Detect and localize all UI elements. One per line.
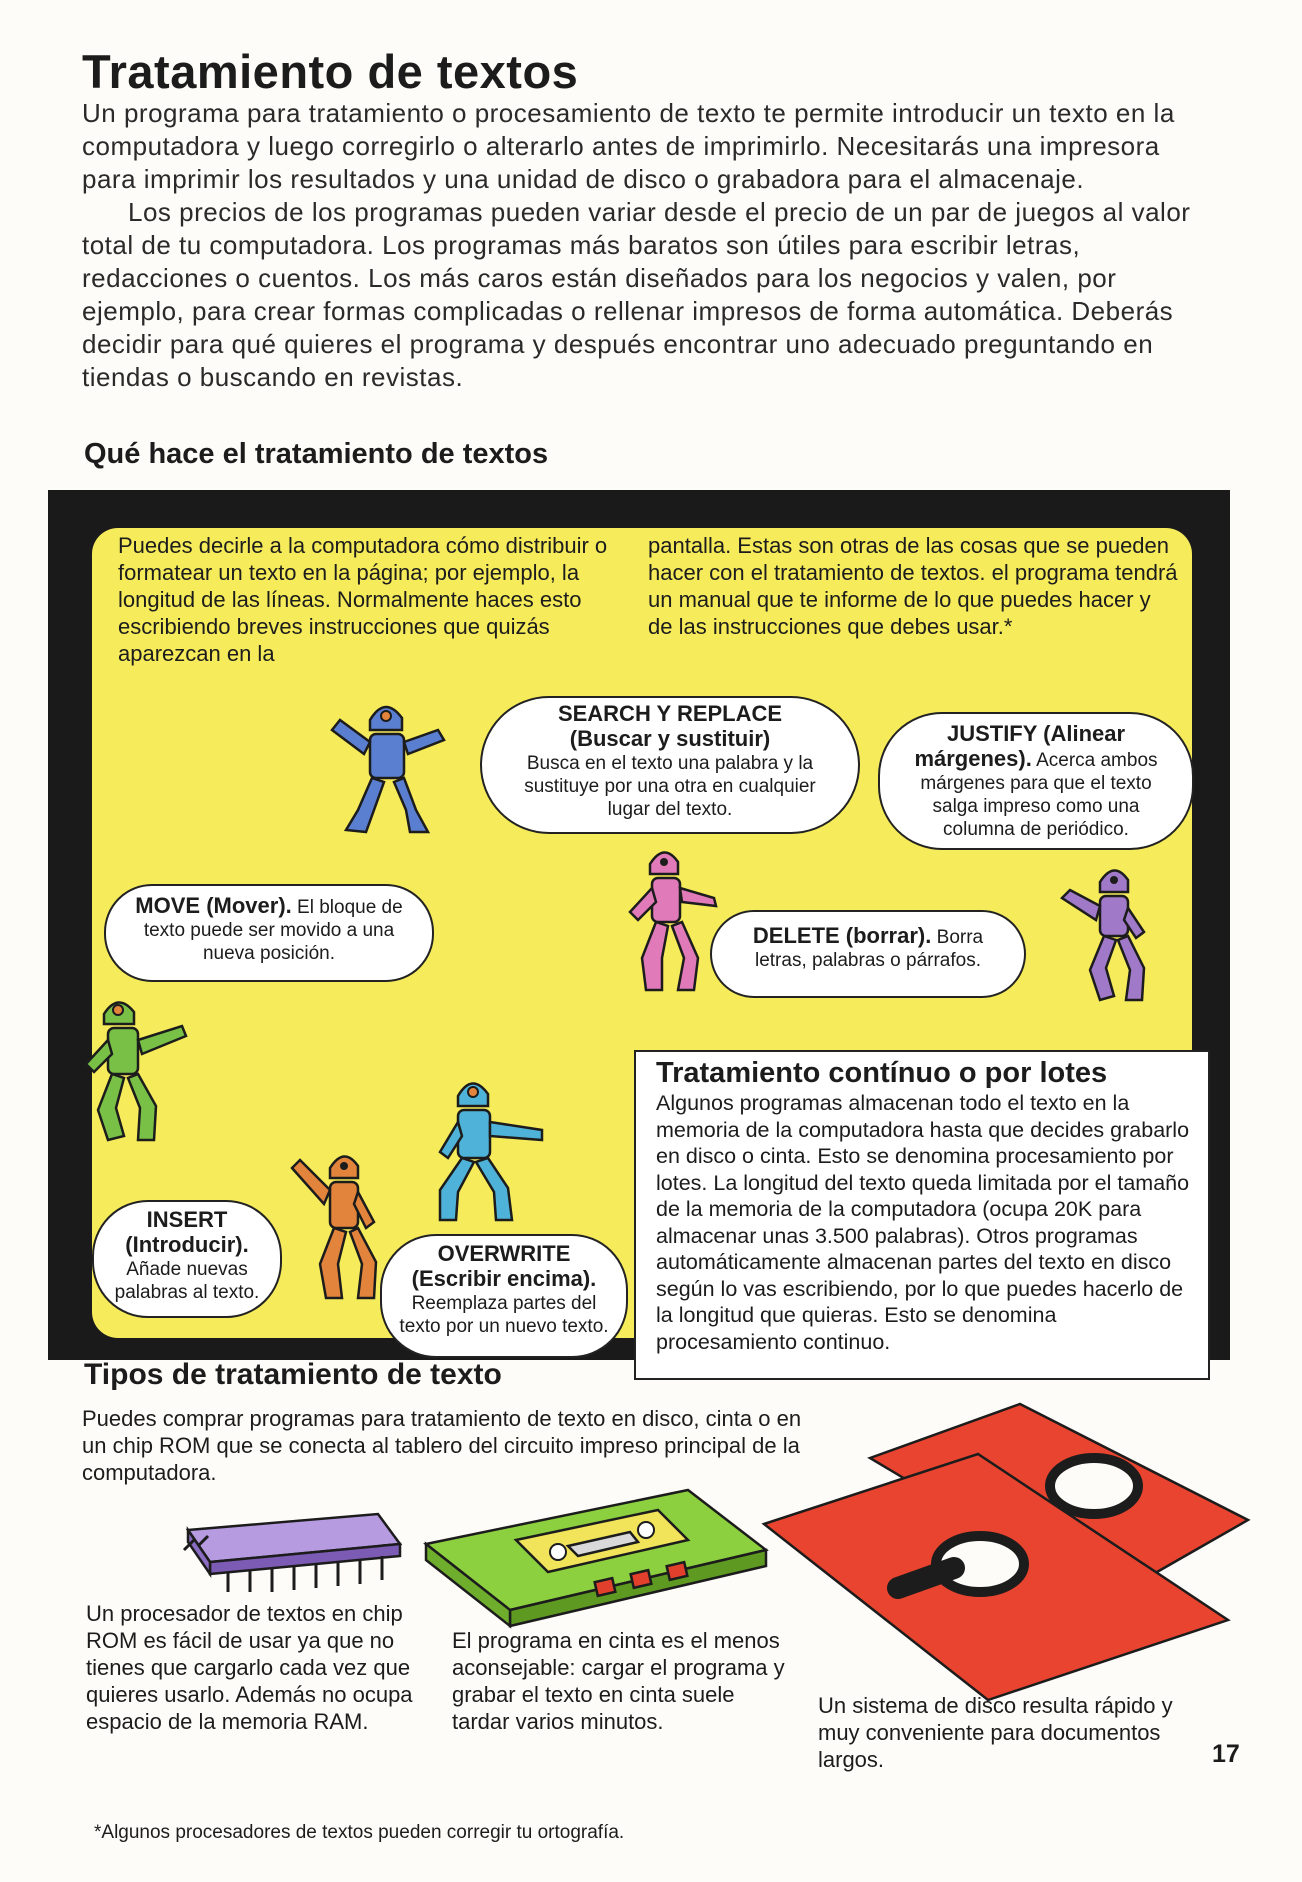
sidebar-batch-continuous bbox=[634, 1050, 1210, 1380]
robot-blue-illustration bbox=[310, 690, 470, 850]
justify-description: Acerca ambos márgenes para que el texto salga impreso como una columna de periódico. bbox=[920, 750, 1158, 840]
bubble-move bbox=[104, 884, 434, 982]
delete-description: Borra letras, palabras o párrafos. bbox=[754, 927, 984, 971]
cassette-tape-illustration bbox=[418, 1480, 778, 1630]
overwrite-description: Reemplaza partes del texto por un nuevo texto. bbox=[399, 1293, 609, 1337]
page-number: 17 bbox=[1212, 1740, 1240, 1768]
robot-cyan-illustration bbox=[410, 1070, 580, 1240]
overwrite-title: OVERWRITE (Escribir encima). bbox=[411, 1241, 597, 1291]
caption-rom-chip: Un procesador de textos en chip ROM es fácil de usar ya que no tienes que cargarlo cada vez que quieres usarlo. Además no ocupa espacio de la memoria RAM. bbox=[86, 1601, 413, 1734]
intro-paragraph-1: Un programa para tratamiento o procesamiento de texto te permite introducir un texto en la computadora y luego corregirlo o alterarlo antes de imprimirlo. Necesitarás una impresora para imprimir los resultados y una unidad de disco o grabadora para el almacenaje. bbox=[82, 98, 1175, 194]
delete-title: DELETE (borrar). bbox=[752, 923, 932, 948]
panel-text-right: pantalla. Estas son otras de las cosas que se pueden hacer con el tratamiento de textos. el programa tendrá un manual que te informe de lo que puedes hacer y de las instrucciones que debes usar.* bbox=[648, 533, 1178, 639]
caption-cassette: El programa en cinta es el menos aconsejable: cargar el programa y grabar el texto en cinta suele tardar varios minutos. bbox=[452, 1628, 785, 1734]
robot-purple-illustration bbox=[1040, 860, 1170, 1010]
rom-chip-illustration bbox=[178, 1500, 408, 1610]
panel-text-left: Puedes decirle a la computadora cómo distribuir o formatear un texto en la página; por ejemplo, la longitud de las líneas. Normalmente haces esto escribiendo breves instrucciones que quizás aparezcan en la bbox=[118, 533, 608, 666]
intro-text bbox=[82, 97, 1202, 394]
bubble-justify bbox=[878, 712, 1194, 850]
sidebar-text: Algunos programas almacenan todo el texto en la memoria de la computadora hasta que decides grabarlo en disco o cinta. Esto se denomina procesamiento por lotes. La longitud del texto queda limitada por el tamaño de la memoria de la computadora (ocupa 20K para almacenar unas 3.500 palabras). Otros programas automáticamente almacenan partes del texto en disco según lo vas escribiendo, por lo que puedes hacerlo de la longitud que quieras. Esto se denomina procesamiento continuo. bbox=[656, 1091, 1190, 1354]
insert-title: INSERT (Introducir). bbox=[125, 1207, 249, 1257]
bubble-insert bbox=[92, 1200, 282, 1318]
sidebar-heading: Tratamiento contínuo o por lotes bbox=[656, 1057, 1108, 1089]
caption-disk: Un sistema de disco resulta rápido y muy conveniente para documentos largos. bbox=[818, 1693, 1173, 1772]
page-title: Tratamiento de textos bbox=[82, 45, 579, 98]
justify-title: JUSTIFY (Alinear márgenes). bbox=[914, 721, 1126, 771]
robot-green-illustration bbox=[78, 990, 228, 1160]
footnote: *Algunos procesadores de textos pueden corregir tu ortografía. bbox=[94, 1822, 625, 1843]
insert-description: Añade nuevas palabras al texto. bbox=[114, 1259, 260, 1303]
bubble-delete bbox=[710, 910, 1026, 998]
search-replace-subtitle: (Buscar y sustituir) bbox=[569, 726, 771, 751]
bubble-search-replace bbox=[480, 696, 860, 834]
intro-paragraph-2: Los precios de los programas pueden variar desde el precio de un par de juegos al valor total de tu computadora. Los programas más baratos son útiles para escribir letras, redacciones o cuentos. Los más caros están diseñados para los negocios y valen, por ejemplo, para crear formas complicadas o rellenar impresos de forma automática. Deberás decidir para qué quieres el programa y después encontrar uno adecuado preguntando en tiendas o buscando en revistas. bbox=[82, 197, 1191, 392]
section-heading-types: Tipos de tratamiento de texto bbox=[84, 1358, 502, 1391]
floppy-disks-illustration bbox=[758, 1400, 1258, 1710]
search-replace-description: Busca en el texto una palabra y la sustituye por una otra en cualquier lugar del texto. bbox=[524, 753, 816, 820]
search-replace-title: SEARCH Y REPLACE bbox=[557, 701, 783, 726]
move-title: MOVE (Mover). bbox=[135, 893, 292, 918]
section-types-text: Puedes comprar programas para tratamiento de texto en disco, cinta o en un chip ROM que se conecta al tablero del circuito impreso principal de la computadora. bbox=[82, 1406, 802, 1485]
move-description: El bloque de texto puede ser movido a una nueva posición. bbox=[143, 897, 403, 964]
bubble-overwrite bbox=[380, 1234, 628, 1358]
section-heading-what-it-does: Qué hace el tratamiento de textos bbox=[84, 438, 549, 470]
